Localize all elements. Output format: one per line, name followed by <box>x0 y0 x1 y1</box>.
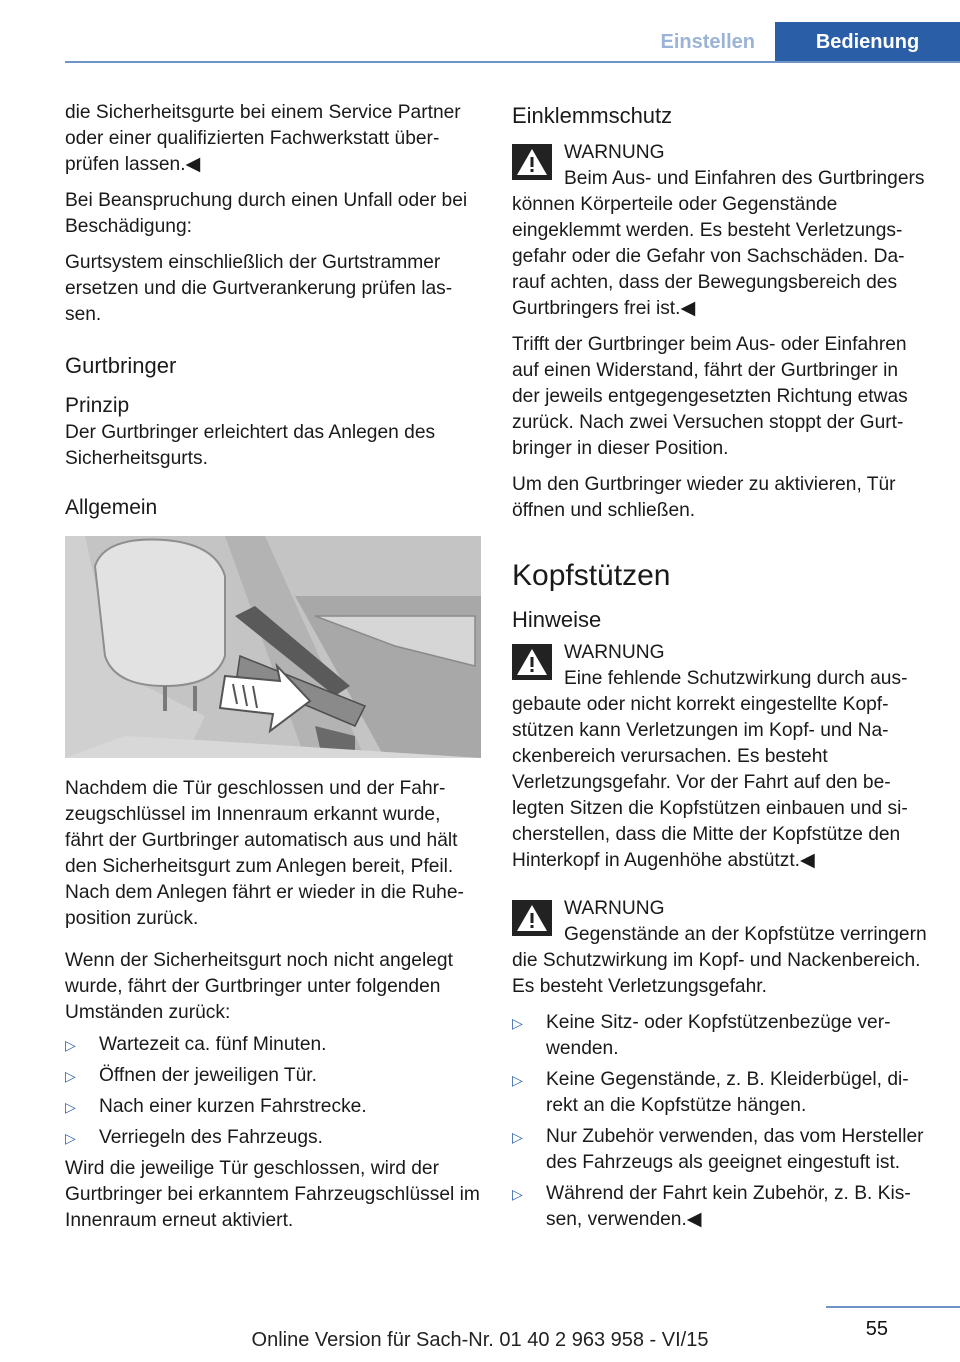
list-item: ▷ Während der Fahrt kein Zubehör, z. B. Kissen, verwenden.◀ <box>512 1183 911 1230</box>
warning-heading: WARNUNG <box>564 142 665 163</box>
left-column <box>65 100 481 1244</box>
list-item: ▷ Keine Gegenstände, z. B. Kleiderbügel, direkt an die Kopfstütze hängen. <box>512 1069 909 1116</box>
warning-block <box>512 896 930 1000</box>
paragraph: Bei Beanspruchung durch einen Unfall oder bei Beschädigung: <box>65 190 468 237</box>
list-left <box>65 1032 481 1151</box>
warning-triangle-icon <box>512 644 552 680</box>
heading-hinweise: Hinweise <box>512 607 602 632</box>
tab-bedienung[interactable]: Bedienung <box>775 22 960 62</box>
paragraph: Wenn der Sicherheitsgurt noch nicht angelegt wurde, fährt der Gurtbringer unter folgenden Umständen zurück: <box>65 950 453 1023</box>
heading-prinzip: Prinzip <box>65 394 130 417</box>
list-right <box>512 1010 930 1233</box>
triangle-bullet-icon: ▷ <box>65 1130 76 1146</box>
warning-heading: WARNUNG <box>564 898 665 919</box>
heading-gurtbringer: Gurtbringer <box>65 353 177 378</box>
footer-rule <box>826 1306 960 1308</box>
paragraph: Wird die jeweilige Tür geschlossen, wird der Gurtbringer bei erkanntem Fahrzeugschlüssel im Innenraum erneut aktiviert. <box>65 1158 480 1231</box>
warning-triangle-icon <box>512 900 552 936</box>
heading-einklemmschutz: Einklemmschutz <box>512 103 673 128</box>
warning-text: Eine fehlende Schutzwirkung durch ausgebaute oder nicht korrekt eingestellte Kopfstützen kann Verletzungen im Kopf- und Nackenbereich verursachen. Es besteht Verletzungsgefahr. Vor der Fahrt auf den belegten Sitzen die Kopfstützen einbauen und sicherstellen, dass die Mitte der Kopfstütze den Hinterkopf in Augenhöhe abstützt.◀ <box>512 668 908 871</box>
header-tabs <box>641 22 960 62</box>
triangle-bullet-icon: ▷ <box>65 1099 76 1115</box>
footer-online-version: Online Version für Sach-Nr. 01 40 2 963 958 - VI/15 <box>251 1329 709 1351</box>
list-item: ▷ Öffnen der jeweiligen Tür. <box>65 1063 481 1089</box>
paragraph: die Sicherheitsgurte bei einem Service Partner oder einer qualifizierten Fachwerkstatt überprüfen lassen.◀ <box>65 102 461 175</box>
page-number: 55 <box>865 1318 888 1340</box>
tab-einstellen[interactable]: Einstellen <box>641 22 775 62</box>
list-item: ▷ Nur Zubehör verwenden, das vom Hersteller des Fahrzeugs als geeignet eingestuft ist. <box>512 1126 924 1173</box>
right-column <box>512 100 930 1238</box>
triangle-bullet-icon: ▷ <box>512 1015 523 1031</box>
list-item: ▷ Wartezeit ca. fünf Minuten. <box>65 1032 481 1058</box>
triangle-bullet-icon: ▷ <box>512 1072 523 1088</box>
paragraph: Nachdem die Tür geschlossen und der Fahrzeugschlüssel im Innenraum erkannt wurde, fährt der Gurtbringer automatisch aus und hält den Sicherheitsgurt zum Anlegen bereit, Pfeil. Nach dem Anlegen fährt er wieder in die Ruheposition zurück. <box>65 778 464 929</box>
paragraph: Trifft der Gurtbringer beim Aus- oder Einfahren auf einen Widerstand, fährt der Gurtbringer in der jeweils entgegengesetzten Richtung etwas zurück. Nach zwei Versuchen stoppt der Gurtbringer in dieser Position. <box>512 334 908 459</box>
paragraph: Der Gurtbringer erleichtert das Anlegen des Sicherheitsgurts. <box>65 422 436 469</box>
paragraph: Um den Gurtbringer wieder zu aktivieren, Tür öffnen und schließen. <box>512 474 896 521</box>
warning-text: Gegenstände an der Kopfstütze verringern die Schutzwirkung im Kopf- und Nackenbereich. Es besteht Verletzungsgefahr. <box>512 924 927 997</box>
heading-allgemein: Allgemein <box>65 496 158 519</box>
heading-kopfstuetzen: Kopfstützen <box>512 559 671 592</box>
paragraph: Gurtsystem einschließlich der Gurtstrammer ersetzen und die Gurtverankerung prüfen lassen. <box>65 252 453 325</box>
triangle-bullet-icon: ▷ <box>512 1129 523 1145</box>
triangle-bullet-icon: ▷ <box>65 1037 76 1053</box>
warning-heading: WARNUNG <box>564 642 665 663</box>
warning-triangle-icon <box>512 144 552 180</box>
list-item: ▷ Nach einer kurzen Fahrstrecke. <box>65 1094 481 1120</box>
warning-block <box>512 640 930 874</box>
warning-text: Beim Aus- und Einfahren des Gurtbringers können Körperteile oder Gegenstände eingeklemmt werden. Es besteht Verletzungsgefahr oder die Gefahr von Sachschäden. Darauf achten, dass der Bewegungsbereich des Gurtbringers frei ist.◀ <box>512 168 925 319</box>
list-item: ▷ Verriegeln des Fahrzeugs. <box>65 1125 481 1151</box>
list-item: ▷ Keine Sitz- oder Kopfstützenbezüge verwenden. <box>512 1012 891 1059</box>
belt-feeder-illustration <box>65 536 481 758</box>
header-rule <box>65 61 960 63</box>
triangle-bullet-icon: ▷ <box>65 1068 76 1084</box>
triangle-bullet-icon: ▷ <box>512 1186 523 1202</box>
warning-block <box>512 140 930 322</box>
